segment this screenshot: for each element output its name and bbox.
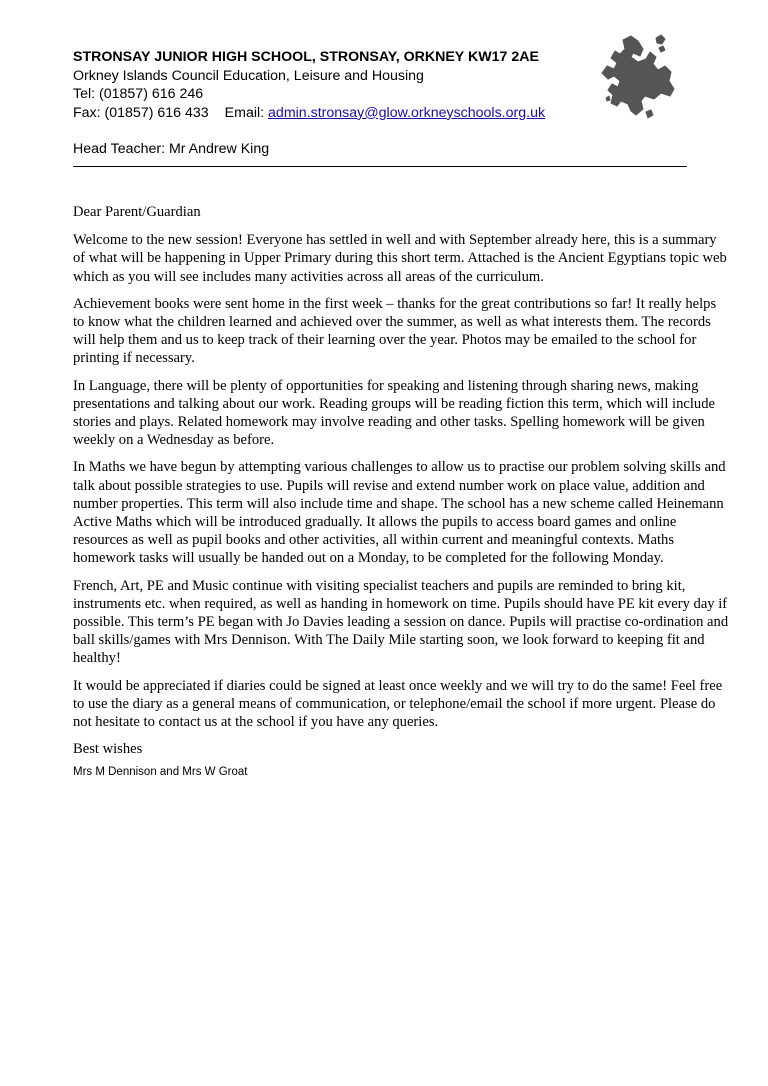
email-link[interactable]: admin.stronsay@glow.orkneyschools.org.uk xyxy=(268,104,546,121)
paragraph-maths: In Maths we have begun by attempting various challenges to allow us to practise our problem solving skills and talk about possible strategies to use. Pupils will revise and extend number work on place value, addition and number properties. This term will also include time and shape. The school has a new scheme called Heinemann Active Maths which will be introduced gradually. It allows the pupils to access board games and online resources as well as pupil books and other activities, all within current and meaningful contexts. Maths homework tasks will usually be handed out on a Monday, to be completed for the following Monday. xyxy=(73,459,726,567)
paragraph-language: In Language, there will be plenty of opportunities for speaking and listening through sharing news, making presentations and talking about our work. Reading groups will be reading fiction this term, which will include stories and plays. Related homework may involve reading and other tasks. Spelling homework will be given weekly on a Wednesday as before. xyxy=(73,377,715,449)
letterhead xyxy=(73,48,633,122)
greeting: Dear Parent/Guardian xyxy=(73,204,201,220)
paragraph-specialist-subjects: French, Art, PE and Music continue with visiting specialist teachers and pupils are reminded to bring kit, instruments etc. when required, as well as handing in homework on time. Pupils should have PE kit every day if possible. This term’s PE began with Jo Davies leading a session on dance. Pupils will practise co-ordination and ball skills/games with Mrs Dennison. With The Daily Mile starting soon, we look forward to keeping fit and healthy! xyxy=(73,577,729,667)
paragraph-diaries: It would be appreciated if diaries could be signed at least once weekly and we will try to do the same! Feel free to use the diary as a general means of communication, or telephone/email the school if more urgent. Please do not hesitate to contact us at the school if you have any queries. xyxy=(73,677,723,731)
header-divider xyxy=(73,166,687,167)
email-label: Email: xyxy=(224,104,265,121)
fax: Fax: (01857) 616 433 xyxy=(73,104,209,121)
paragraph-welcome: Welcome to the new session! Everyone has settled in well and with September already here, this is a summary of what will be happening in Upper Primary during this short term. Attached is the Ancient Egyptians topic web which as you will see includes many activities across all areas of the curriculum. xyxy=(73,232,727,285)
signature: Mrs M Dennison and Mrs W Groat xyxy=(73,766,248,779)
closing: Best wishes xyxy=(73,741,143,758)
fax-email-line xyxy=(73,104,633,123)
letter-body xyxy=(73,203,731,780)
school-name: STRONSAY JUNIOR HIGH SCHOOL, STRONSAY, ORKNEY KW17 2AE xyxy=(73,49,539,65)
telephone: Tel: (01857) 616 246 xyxy=(73,86,204,103)
paragraph-achievement-books: Achievement books were sent home in the first week – thanks for the great contributions so far! It really helps to know what the children learned and achieved over the summer, as well as what interests them. The records will help them and us to keep track of their learning over the year. Photos may be emailed to the school for printing if necessary. xyxy=(73,295,717,367)
head-teacher: Head Teacher: Mr Andrew King xyxy=(73,141,270,157)
council-name: Orkney Islands Council Education, Leisure and Housing xyxy=(73,67,424,84)
orkney-island-map-icon xyxy=(598,32,676,124)
